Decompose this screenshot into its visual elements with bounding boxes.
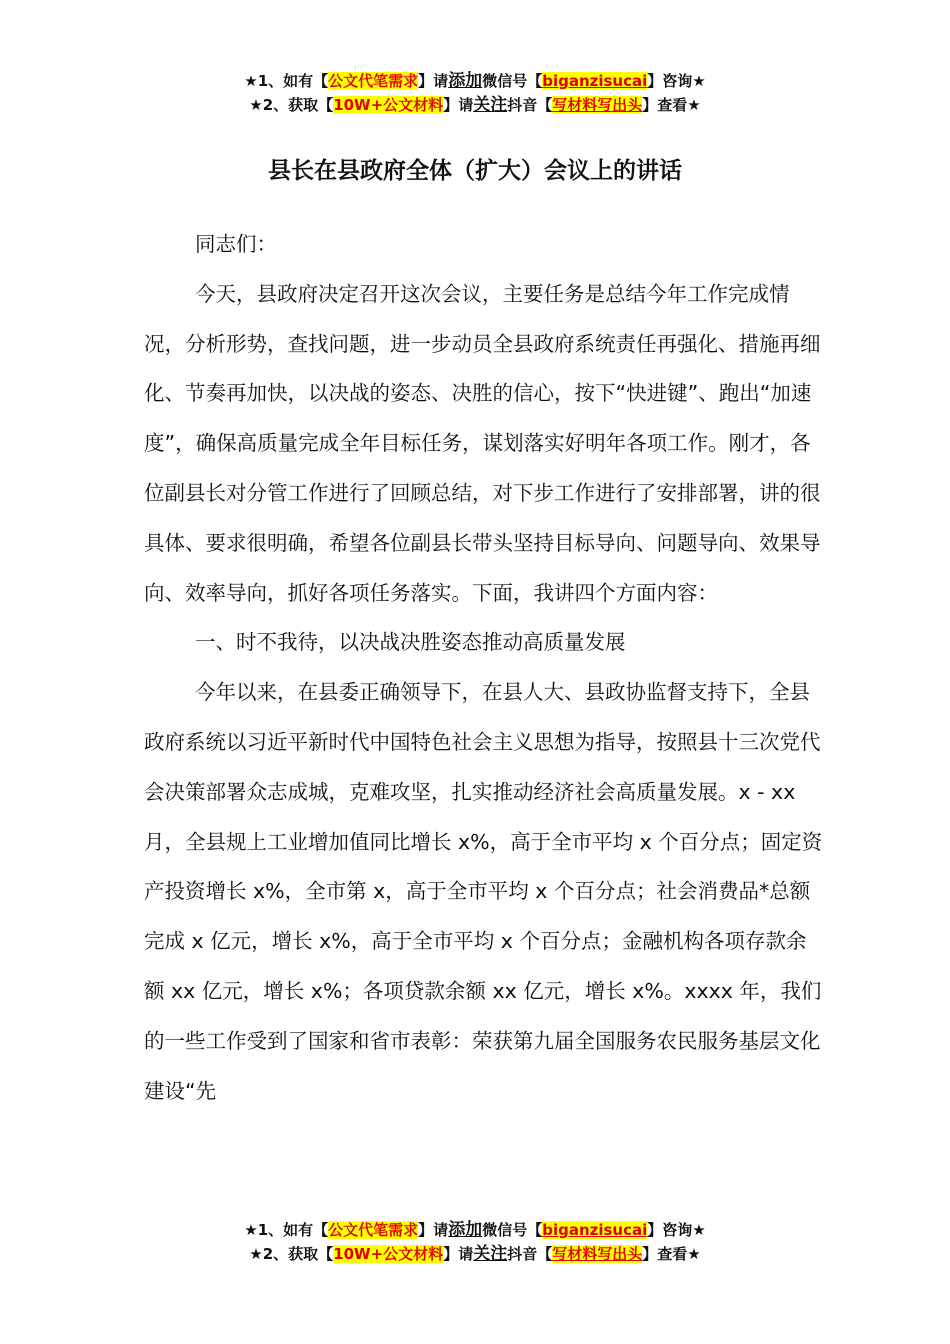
text: 】咨询★ (647, 1221, 706, 1239)
text: 添加 (448, 71, 483, 91)
banner-line-2 (0, 93, 950, 117)
text: 】请 (443, 1245, 474, 1263)
header-banner (0, 69, 950, 117)
banner-line-1 (0, 1218, 950, 1242)
paragraph: 今年以来，在县委正确领导下，在县人大、县政协监督支持下，全县政府系统以习近平新时代中国特色社会主义思想为指导，按照县十三次党代会决策部署众志成城，克难攻坚，扎实推动经济社会高质量发展。x - xx 月，全县规上工业增加值同比增长 x%，高于全市平均 x 个百分点；固定资产投资增长 x%，全市第 x，高于全市平均 x 个百分点；社会消费品*总额完成 x 亿元，增长 x%，高于全市平均 x 个百分点；金融机构各项存款余额 xx 亿元，增长 x%；各项贷款余额 xx 亿元，增长 x%。xxxx 年，我们的一些工作受到了国家和省市表彰：荣获第九届全国服务农民服务基层文化建设“先 (144, 680, 823, 1103)
wechat-id: biganzisucai (542, 1221, 648, 1239)
text: ★1、如有【 (244, 1221, 329, 1239)
section-heading: 一、时不我待，以决战决胜姿态推动高质量发展 (195, 630, 626, 655)
text: ★1、如有【 (244, 72, 329, 90)
douyin-id: 写材料写出头 (552, 1245, 643, 1263)
highlight: 10W+公文材料 (333, 1245, 444, 1263)
text: 微信号【 (482, 72, 543, 90)
text: 添加 (448, 1220, 483, 1240)
text: 】查看★ (642, 96, 701, 114)
paragraph: 同志们： (195, 232, 277, 256)
text: 】查看★ (642, 1245, 701, 1263)
paragraph: 今天，县政府决定召开这次会议，主要任务是总结今年工作完成情况，分析形势，查找问题，进一步动员全县政府系统责任再强化、措施再细化、节奏再加快，以决战的姿态、决胜的信心，按下“快进键”、跑出“加速度”，确保高质量完成全年目标任务，谋划落实好明年各项工作。刚才，各位副县长对分管工作进行了回顾总结，对下步工作进行了安排部署，讲的很具体、要求很明确，希望各位副县长带头坚持目标导向、问题导向、效果导向、效率导向，抓好各项任务落实。下面，我讲四个方面内容： (144, 281, 821, 605)
highlight: 公文代笔需求 (328, 1221, 419, 1239)
text: 关注 (473, 1244, 508, 1264)
wechat-id: biganzisucai (542, 72, 648, 90)
text: 关注 (473, 95, 508, 115)
document-title: 县长在县政府全体（扩大）会议上的讲话 (268, 158, 682, 184)
banner-line-2 (0, 1242, 950, 1266)
text: 抖音【 (507, 1245, 553, 1263)
douyin-id: 写材料写出头 (552, 96, 643, 114)
highlight: 公文代笔需求 (328, 72, 419, 90)
banner-line-1 (0, 69, 950, 93)
text: ★2、获取【 (249, 1245, 334, 1263)
text: 】请 (418, 1221, 449, 1239)
footer-banner (0, 1218, 950, 1266)
text: 抖音【 (507, 96, 553, 114)
text: 】请 (418, 72, 449, 90)
text: 】咨询★ (647, 72, 706, 90)
text: 】请 (443, 96, 474, 114)
highlight: 10W+公文材料 (333, 96, 444, 114)
text: ★2、获取【 (249, 96, 334, 114)
document-body (144, 220, 824, 1116)
text: 微信号【 (482, 1221, 543, 1239)
